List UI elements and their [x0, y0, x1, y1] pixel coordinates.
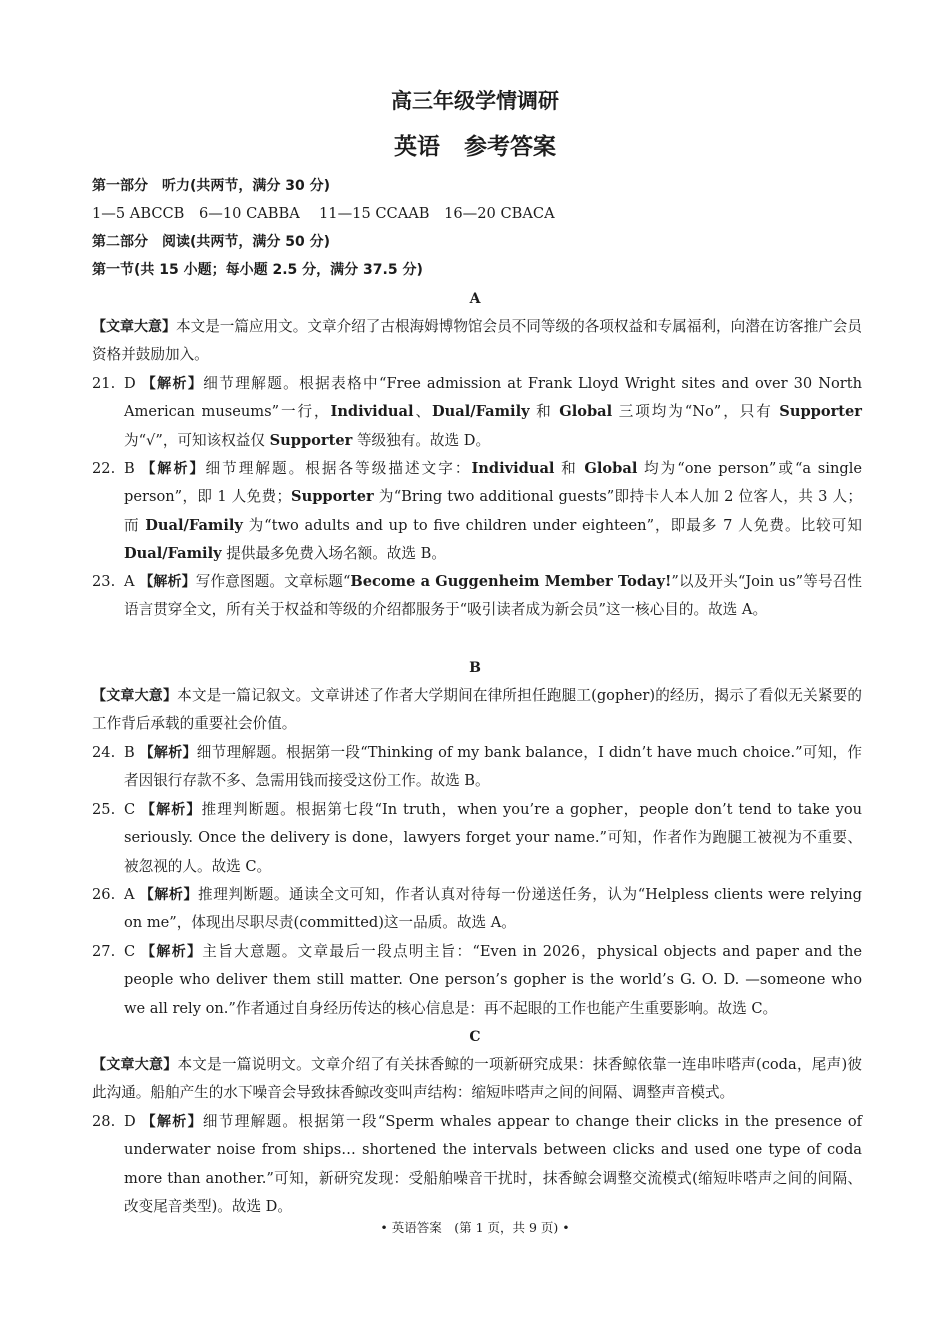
tier-name: Supporter	[291, 488, 374, 506]
answer-letter: D	[124, 375, 136, 392]
analysis-text: 三项均为“No”，只有	[612, 403, 780, 421]
article-title: Become a Guggenheim Member Today!	[350, 573, 672, 590]
passage-c-label: C	[469, 1029, 481, 1045]
answer-letter: B	[124, 460, 135, 477]
analysis-text: 推理判断题。通读全文可知，作者认真对待每一份递送任务，认为“Helpless clients were relying on me”，体现出尽职尽责(committed)这一品质。故选 A。	[124, 886, 863, 932]
analysis-text: 细节理解题。根据表格中“Free admission at Frank Lloyd Wright sites and over 30 North American museums”一行，	[124, 375, 863, 421]
summary-tag: 【文章大意】	[92, 319, 177, 335]
tier-name: Dual/Family	[431, 403, 530, 421]
analysis-tag: 【解析】	[141, 461, 206, 477]
question-number: 22.	[92, 460, 116, 477]
question-25	[92, 796, 862, 881]
part2-heading: 第二部分 阅读(共两节，满分 50 分)	[92, 234, 331, 250]
analysis-text: 提供最多免费入场名额。故选 B。	[221, 544, 446, 562]
passage-c-summary	[92, 1051, 862, 1108]
analysis-text: 细节理解题。根据第一段“Sperm whales appear to change their clicks in the presence of underwater noise from ships… shortened the intervals between clicks and used one type of coda more than another.”可知，新研究发现：受船舶噪音干扰时，抹香鲸会调整交流模式(缩短咔嗒声之间的间隔、改变尾音类型)。故选 D。	[124, 1113, 863, 1215]
summary-tag: 【文章大意】	[92, 688, 178, 704]
analysis-tag: 【解析】	[139, 574, 196, 590]
analysis-text: 为“Bring two additional guests”即持卡人本人加 2 位客人，共 3 人；而	[124, 488, 862, 534]
tier-name: Individual	[330, 403, 414, 421]
exam-title: 高三年级学情调研	[391, 89, 559, 113]
passage-b-label: B	[469, 660, 481, 676]
analysis-tag: 【解析】	[139, 887, 199, 903]
analysis-text: 等级独有。故选 D。	[352, 431, 491, 449]
answer-letter: A	[124, 886, 135, 903]
tier-name: Dual/Family	[124, 544, 222, 562]
analysis-text: 主旨大意题。文章最后一段点明主旨：“Even in 2026，physical objects and paper and the people who deliver them still matter. One person’s gopher is the world’s G. O. D. —someone who we all rely on.”作者通过自身经历传达的核心信息是：再不起眼的工作也能产生重要影响。故选 C。	[124, 943, 863, 1017]
analysis-tag: 【解析】	[141, 1114, 203, 1130]
question-number: 27.	[92, 943, 116, 960]
answer-letter: B	[124, 744, 135, 761]
tier-name: Supporter	[269, 431, 353, 449]
analysis-text: 细节理解题。根据各等级描述文字：	[205, 460, 472, 477]
passage-a-label: A	[469, 291, 481, 307]
passage-b-summary	[92, 682, 862, 739]
analysis-text: 为“√”，可知该权益仅	[124, 431, 270, 449]
subject-label: 英语	[394, 134, 440, 160]
doc-type-label: 参考答案	[464, 134, 556, 160]
page-footer: • 英语答案 (第 1 页，共 9 页) •	[380, 1220, 570, 1235]
analysis-text: 为“two adults and up to five children under eighteen”，即最多 7 人免费。比较可知	[242, 516, 863, 534]
tier-name: Individual	[471, 460, 555, 477]
tier-name: Global	[559, 403, 613, 421]
answer-letter: A	[124, 573, 135, 590]
analysis-text: 和	[554, 460, 585, 477]
question-26	[92, 881, 862, 938]
summary-text: 本文是一篇记叙文。文章讲述了作者大学期间在律所担任跑腿工(gopher)的经历，揭示了看似无关紧要的工作背后承载的重要社会价值。	[92, 687, 863, 733]
question-27	[92, 938, 862, 1023]
answer-letter: D	[124, 1113, 136, 1130]
analysis-text: 写作意图题。文章标题“	[195, 573, 351, 590]
question-23	[92, 568, 862, 625]
tier-name: Supporter	[779, 403, 862, 421]
question-number: 23.	[92, 573, 116, 590]
section1-heading: 第一节(共 15 小题；每小题 2.5 分，满分 37.5 分)	[92, 262, 423, 278]
summary-text: 本文是一篇应用文。文章介绍了古根海姆博物馆会员不同等级的各项权益和专属福利，向潜在访客推广会员资格并鼓励加入。	[92, 318, 862, 364]
question-number: 28.	[92, 1113, 116, 1130]
analysis-tag: 【解析】	[139, 745, 197, 761]
passage-a-summary	[92, 313, 862, 370]
question-22	[92, 455, 862, 568]
tier-name: Global	[584, 460, 638, 477]
part1-heading: 第一部分 听力(共两节，满分 30 分)	[92, 178, 331, 194]
analysis-tag: 【解析】	[141, 944, 203, 960]
question-number: 24.	[92, 744, 116, 761]
question-21	[92, 370, 862, 455]
analysis-tag: 【解析】	[140, 802, 202, 818]
doc-title	[0, 131, 950, 163]
question-28	[92, 1108, 862, 1221]
question-number: 21.	[92, 375, 116, 392]
analysis-text: 、	[413, 403, 432, 421]
answer-letter: C	[124, 801, 136, 818]
analysis-text: 均为“one person”或“a single person”，即 1 人免费；	[124, 460, 862, 506]
tier-name: Dual/Family	[145, 516, 243, 534]
analysis-text: 推理判断题。根据第七段“In truth，when you’re a gopher，people don’t tend to take you seriously. Once the delivery is done，lawyers forget your name.”可知，作者作为跑腿工被视为不重要、被忽视的人。故选 C。	[124, 801, 863, 875]
answer-letter: C	[124, 943, 136, 960]
summary-tag: 【文章大意】	[92, 1057, 178, 1073]
analysis-text: 和	[529, 403, 560, 421]
summary-text: 本文是一篇说明文。文章介绍了有关抹香鲸的一项新研究成果：抹香鲸依靠一连串咔嗒声(coda，尾声)彼此沟通。船舶产生的水下噪音会导致抹香鲸改变叫声结构：缩短咔嗒声之间的间隔、调整声音模式。	[92, 1056, 862, 1102]
analysis-tag: 【解析】	[141, 376, 204, 392]
analysis-text: ”以及开头“Join us”等号召性语言贯穿全文，所有关于权益和等级的介绍都服务于“吸引读者成为新会员”这一核心目的。故选 A。	[124, 573, 862, 619]
question-24	[92, 739, 862, 796]
listening-answers: 1—5 ABCCB 6—10 CABBA 11—15 CCAAB 16—20 CBACA	[92, 205, 555, 222]
analysis-text: 细节理解题。根据第一段“Thinking of my bank balance，I didn’t have much choice.”可知，作者因银行存款不多、急需用钱而接受这份工作。故选 B。	[124, 744, 863, 790]
question-number: 26.	[92, 886, 116, 903]
question-number: 25.	[92, 801, 116, 818]
